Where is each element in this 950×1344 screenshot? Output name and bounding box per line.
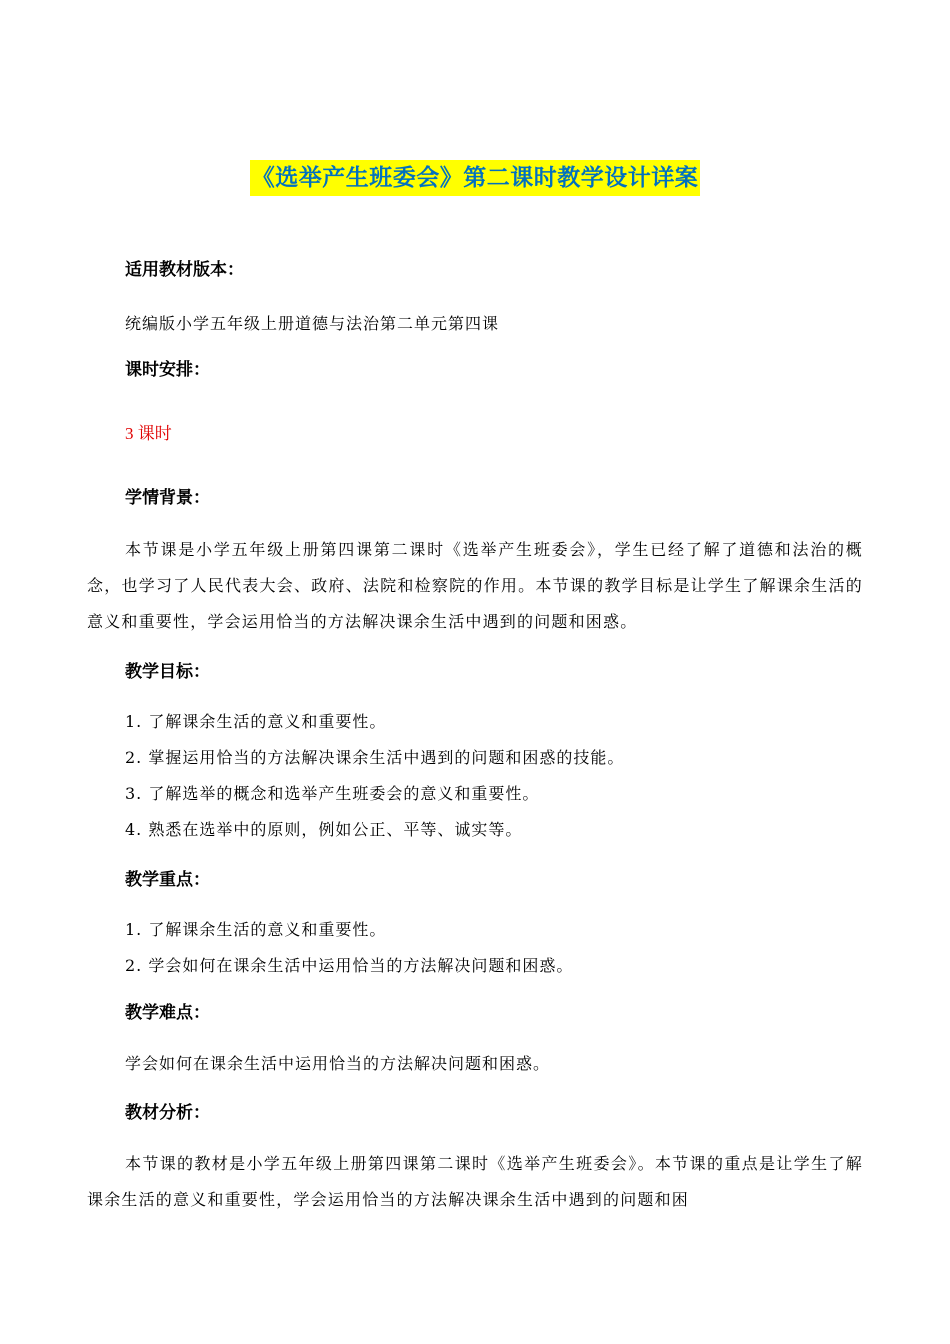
difficulties-content: 学会如何在课余生活中运用恰当的方法解决问题和困惑。 [125, 1054, 551, 1073]
heading-key-points: 教学重点： [125, 870, 210, 890]
objective-item: 4. 熟悉在选举中的原则，例如公正、平等、诚实等。 [125, 820, 523, 839]
heading-objectives: 教学目标： [125, 662, 210, 682]
key-point-item: 1. 了解课余生活的意义和重要性。 [125, 920, 387, 939]
heading-difficulties: 教学难点： [125, 1003, 210, 1023]
heading-textbook: 适用教材版本： [125, 260, 244, 280]
title-container [0, 160, 950, 196]
analysis-paragraph: 本节课的教材是小学五年级上册第四课第二课时《选举产生班委会》。本节课的重点是让学生了解课余生活的意义和重要性，学会运用恰当的方法解决课余生活中遇到的问题和困 [87, 1154, 863, 1209]
schedule-content: 3 课时 [125, 424, 172, 443]
heading-schedule: 课时安排： [125, 360, 210, 380]
heading-analysis: 教材分析： [125, 1103, 210, 1123]
document-title: 《选举产生班委会》第二课时教学设计详案 [250, 160, 701, 196]
objective-item: 3. 了解选举的概念和选举产生班委会的意义和重要性。 [125, 784, 540, 803]
key-point-item: 2. 学会如何在课余生活中运用恰当的方法解决问题和困惑。 [125, 956, 574, 975]
textbook-content: 统编版小学五年级上册道德与法治第二单元第四课 [125, 314, 500, 333]
objective-item: 2. 掌握运用恰当的方法解决课余生活中遇到的问题和困惑的技能。 [125, 748, 625, 767]
background-paragraph: 本节课是小学五年级上册第四课第二课时《选举产生班委会》，学生已经了解了道德和法治的概念，也学习了人民代表大会、政府、法院和检察院的作用。本节课的教学目标是让学生了解课余生活的意义和重要性，学会运用恰当的方法解决课余生活中遇到的问题和困惑。 [87, 540, 863, 631]
objective-item: 1. 了解课余生活的意义和重要性。 [125, 712, 387, 731]
heading-background: 学情背景： [125, 488, 210, 508]
